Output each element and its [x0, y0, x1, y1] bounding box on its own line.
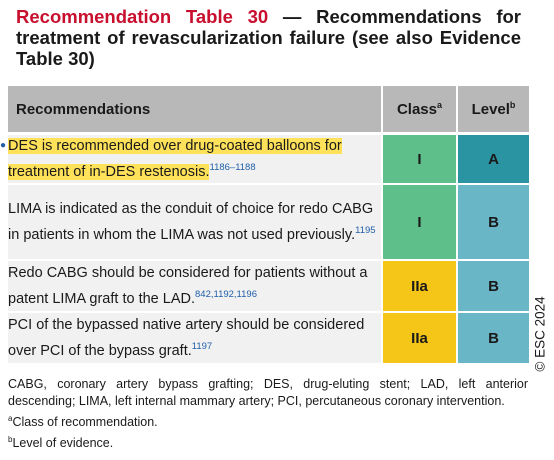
table-row [8, 260, 529, 312]
footnote-b-text: Level of evidence. [12, 436, 114, 450]
class-cell: I [382, 134, 457, 185]
table-row [8, 184, 529, 260]
recommendation-text-content: Redo CABG should be considered for patients without a patent LIMA graft to the LAD. [8, 265, 368, 307]
footnote-a-text: Class of recommendation. [12, 415, 158, 429]
level-cell: B [457, 184, 529, 260]
reference-link[interactable]: 1195 [355, 225, 376, 236]
header-level [457, 86, 529, 134]
copyright-text: © ESC 2024 [532, 296, 548, 372]
table-footnotes [8, 376, 528, 452]
header-level-footnote-mark: b [509, 100, 516, 110]
copyright-notice [530, 284, 550, 384]
header-level-label: Level [471, 101, 510, 118]
table-row [8, 134, 529, 185]
footnote-b-mark: b [8, 435, 13, 444]
footnote-a [8, 410, 528, 431]
header-class-label: Class [396, 101, 437, 118]
recommendation-table [0, 86, 529, 365]
recommendation-text-content: DES is recommended over drug-coated balloons for treatment of in-DES restenosis. [8, 138, 342, 180]
table-row [8, 312, 529, 364]
class-cell: IIa [382, 260, 457, 312]
table-title-text: — Recommendations for treatment of revascularization failure (see also Evidence Table 30) [16, 6, 521, 69]
bullet-icon: ● [0, 140, 7, 151]
class-cell: IIa [382, 312, 457, 364]
table-header-row [8, 86, 529, 134]
highlighted-recommendation [8, 138, 342, 180]
recommendation-text-content: PCI of the bypassed native artery should be considered over PCI of the bypass graft. [8, 317, 365, 359]
header-class [382, 86, 457, 134]
class-cell: I [382, 184, 457, 260]
reference-link[interactable]: 842,1192,1196 [195, 289, 257, 300]
recommendation-text [8, 260, 382, 312]
footnote-a-mark: a [8, 414, 13, 423]
table-title-number: Recommendation Table 30 [16, 6, 269, 27]
header-class-footnote-mark: a [437, 100, 443, 110]
footnote-b [8, 431, 528, 452]
table-title [16, 6, 521, 69]
abbreviations-footnote: CABG, coronary artery bypass grafting; DES, drug-eluting stent; LAD, left anterior descending; LIMA, left internal mammary artery; PCI, percutaneous coronary intervention. [8, 377, 528, 408]
recommendation-text [8, 312, 382, 364]
level-cell: B [457, 260, 529, 312]
level-cell: A [457, 134, 529, 185]
recommendation-text [0, 134, 382, 185]
reference-link[interactable]: 1197 [191, 341, 213, 352]
level-cell: B [457, 312, 529, 364]
reference-link[interactable]: 1186–1188 [209, 162, 256, 173]
header-recommendations: Recommendations [8, 86, 382, 134]
recommendation-text [8, 184, 382, 260]
recommendation-text-content: LIMA is indicated as the conduit of choice for redo CABG in patients in whom the LIMA was not used previously. [8, 201, 374, 243]
